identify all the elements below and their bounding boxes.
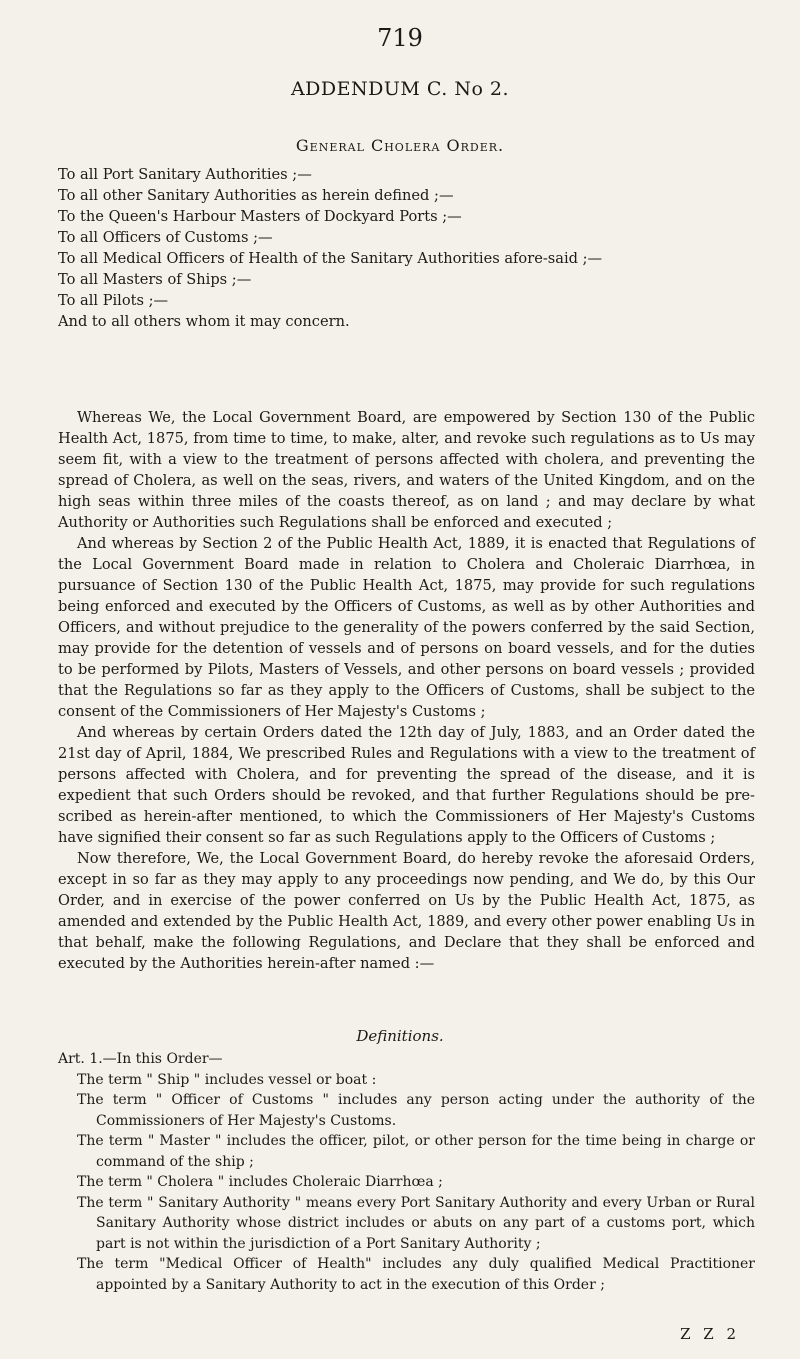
definition-item: The term " Master " includes the officer, pilot, or other person for the time being in charge or command of the ship ; bbox=[77, 1133, 755, 1170]
addressee: To all Masters of Ships ;— bbox=[58, 271, 252, 288]
order-title: General Cholera Order. bbox=[295, 136, 505, 155]
addressee: To all Port Sanitary Authorities ;— bbox=[58, 166, 312, 183]
definition-item: The term " Officer of Customs " includes any person acting under the authority of the Commissioners of Her Majesty's Customs. bbox=[77, 1092, 755, 1129]
definition-item: The term " Cholera " includes Choleraic Diarrhœa ; bbox=[77, 1174, 443, 1190]
paragraph: And whereas by certain Orders dated the 12th day of July, 1883, and an Order dated the 21st day of April, 1884, We prescribed Rules and Regulations with a view to the treatment of persons affected with Cholera, and for preventing the spread of the disease, and it is expedient that such Orders should be revoked, and that further Regulations should be pre-scribed as herein-after mentioned, to which the Commissioners of Her Majesty's Customs have signified their consent so far as such Regulations apply to the Officers of Customs ; bbox=[58, 724, 755, 846]
definitions-heading: Definitions. bbox=[356, 1027, 444, 1045]
definitions-list bbox=[58, 1049, 755, 1295]
page-number: 719 bbox=[377, 24, 423, 52]
addressee: To all other Sanitary Authorities as herein defined ;— bbox=[58, 187, 454, 204]
definition-item: The term " Sanitary Authority " means every Port Sanitary Authority and every Urban or Rural Sanitary Authority whose district includes or abuts on any part of a customs port, which part is not within the jurisdiction of a Port Sanitary Authority ; bbox=[77, 1194, 755, 1252]
article-heading: Art. 1.—In this Order— bbox=[58, 1051, 223, 1067]
addressee: To all Medical Officers of Health of the Sanitary Authorities afore-said ;— bbox=[58, 250, 603, 267]
signature-mark: Z Z 2 bbox=[680, 1325, 740, 1343]
paragraph: Whereas We, the Local Government Board, are empowered by Section 130 of the Public Health Act, 1875, from time to time, to make, alter, and revoke such regulations as to Us may seem fit, with a view to the treatment of persons affected with cholera, and preventing the spread of Cholera, as well on the seas, rivers, and waters of the United Kingdom, and on the high seas within three miles of the coasts thereof, as on land ; and may declare by what Authority or Authorities such Regulations shall be enforced and executed ; bbox=[58, 409, 755, 531]
addressee: To all Officers of Customs ;— bbox=[58, 229, 273, 246]
addressee: And to all others whom it may concern. bbox=[58, 313, 350, 330]
paragraph: And whereas by Section 2 of the Public Health Act, 1889, it is enacted that Regulations of the Local Government Board made in relation to Cholera and Choleraic Diarrhœa, in pursuance of Section 130 of the Public Health Act, 1875, may provide for such regulations being enforced and executed by the Officers of Customs, as well as by other Authorities and Officers, and without prejudice to the generality of the powers conferred by the said Section, may provide for the detention of vessels and of persons on board vessels, and for the duties to be performed by Pilots, Masters of Vessels, and other persons on board vessels ; provided that the Regulations so far as they apply to the Officers of Customs, shall be subject to the consent of the Commissioners of Her Majesty's Customs ; bbox=[58, 535, 755, 720]
definition-item: The term "Medical Officer of Health" includes any duly qualified Medical Practitioner appointed by a Sanitary Authority to act in the execution of this Order ; bbox=[77, 1256, 755, 1293]
paragraph: Now therefore, We, the Local Government Board, do hereby revoke the aforesaid Orders, except in so far as they may apply to any proceedings now pending, and We do, by this Our Order, and in exercise of the power conferred on Us by the Public Health Act, 1875, as amended and extended by the Public Health Act, 1889, and every other power enabling Us in that behalf, make the following Regulations, and Declare that they shall be enforced and executed by the Authorities herein-after named :— bbox=[58, 850, 755, 972]
addressee: To all Pilots ;— bbox=[58, 292, 169, 309]
definition-item: The term " Ship " includes vessel or boat : bbox=[77, 1071, 377, 1088]
addressee: To the Queen's Harbour Masters of Dockyard Ports ;— bbox=[58, 208, 462, 225]
addendum-heading: ADDENDUM C. No 2. bbox=[290, 78, 510, 100]
order-body bbox=[58, 407, 755, 974]
addressee-list bbox=[58, 164, 753, 332]
